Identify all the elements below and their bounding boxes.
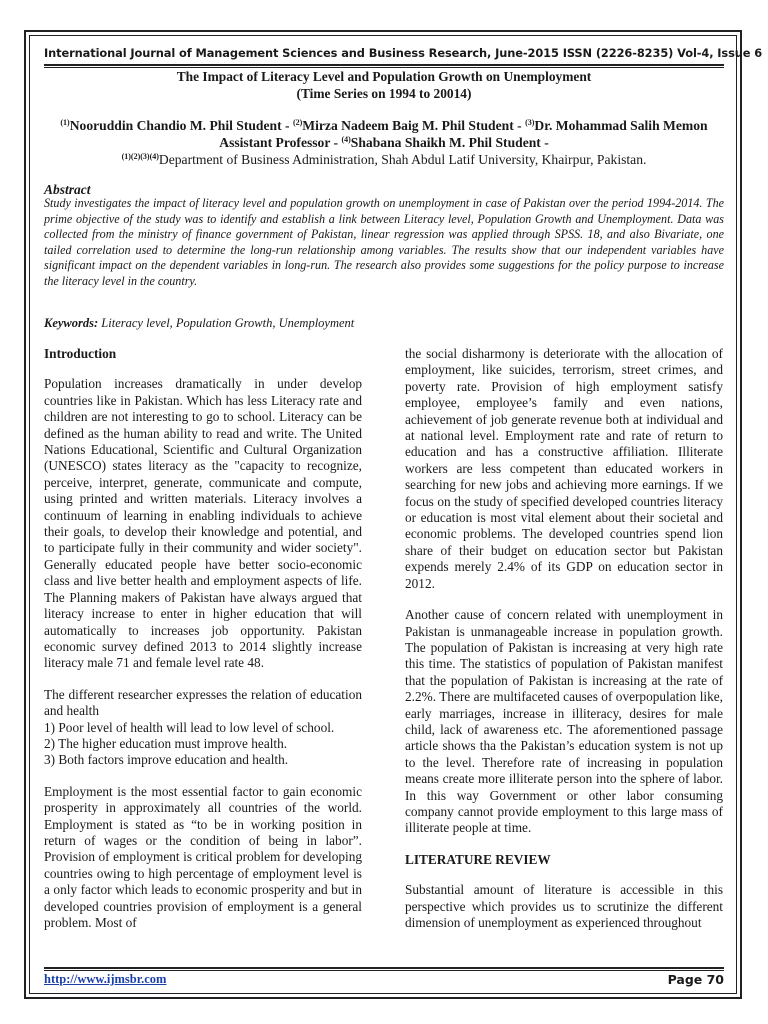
intro-paragraph-2: The different researcher expresses the relation of education and health	[44, 686, 362, 719]
header-rule	[44, 64, 724, 66]
right-paragraph-2: Another cause of concern related with unemployment in Pakistan is unmanageable increase in population growth. The population of Pakistan is increasing at very high rate this time. The statistics of population of Pakistan manifest that the population of Pakistan is increasing at the rate of 2.2%. There are multifaceted causes of overpopulation like, early marriages, increase in illiteracy, desires for male child, lack of awareness etc. The aforementioned passage article shows tha the Pakistan’s education system is not up to the level. Therefore rate of increasing in population means create more illiterate person into the sphere of labor. In this way Government or other labor consuming company cannot provide employment to this large mass of illiterate people at time.	[405, 607, 723, 836]
left-column	[44, 346, 362, 946]
author-1: Nooruddin Chandio M. Phil Student -	[69, 118, 290, 133]
keywords-line	[44, 316, 724, 331]
introduction-heading: Introduction	[44, 346, 117, 361]
footer-rule-thin	[44, 970, 724, 971]
relation-list	[44, 720, 362, 769]
author-2: Mirza Nadeem Baig M. Phil Student -	[302, 118, 522, 133]
affiliation-line	[44, 151, 724, 168]
intro-paragraph-3: Employment is the most essential factor to gain economic prosperity in approximately all countries of the world. Employment is stated as “to be in working position in return of wages or the condition of being in labor”. Provision of employment is critical problem for developing countries owing to high percentage of employment level is a only factor which leads to economic prosperity and but in developed countries provision of employment is a general problem. Most of	[44, 783, 362, 930]
author-4: Shabana Shaikh M. Phil Student -	[350, 135, 549, 150]
author-2-marker: (2)	[292, 118, 303, 127]
author-3: Dr. Mohammad Salih Memon Assistant Professor -	[219, 118, 708, 150]
journal-website-link[interactable]: http://www.ijmsbr.com	[44, 972, 167, 986]
page-number: Page 70	[667, 972, 724, 987]
list-item: 1) Poor level of health will lead to low level of school.	[44, 719, 335, 735]
running-header: International Journal of Management Sciences and Business Research, June-2015 ISSN (2226-8235) Vol-4, Issue 6	[44, 46, 763, 60]
right-column	[405, 346, 723, 946]
author-line-1	[44, 117, 724, 151]
literature-review-heading: LITERATURE REVIEW	[405, 851, 551, 867]
affiliation-marker: (1)(2)(3)(4)	[121, 152, 159, 161]
title-line-1: The Impact of Literacy Level and Population Growth on Unemployment	[176, 69, 592, 84]
list-item: 2) The higher education must improve health.	[44, 735, 288, 751]
literature-paragraph-1: Substantial amount of literature is accessible in this perspective which provides us to scrutinize the different dimension of unemployment as experienced throughout	[405, 882, 723, 930]
paper-title	[44, 69, 724, 102]
title-line-2: (Time Series on 1994 to 20014)	[296, 85, 472, 101]
author-block	[44, 117, 724, 168]
author-1-marker: (1)	[60, 118, 70, 127]
right-paragraph-1: the social disharmony is deteriorate with the allocation of employment, like suicides, terrorism, street crimes, and poverty rate. Provision of high employment satisfy employee, employee’s family and even nations, achievement of job generate revenue both at individual and at national level. Employment rate and rate of return to education and has a constructive affiliation. Illiterate workers are less competent than educated workers in searching for new jobs and achieving more earnings. If we focus on the study of specified developed countries literacy or education is most vital element about their societal and economic problems. The developed countries spend lion share of their budget on education sector but Pakistan expends merely 2.4% of its GDP on education sector in 2012.	[405, 346, 723, 591]
affiliation: Department of Business Administration, Shah Abdul Latif University, Khairpur, Pakistan.	[158, 152, 647, 167]
keywords-text: Literacy level, Population Growth, Unemployment	[101, 316, 355, 330]
header-rule-thin	[44, 67, 724, 68]
footer-rule	[44, 967, 724, 969]
author-4-marker: (4)	[341, 135, 351, 144]
keywords-label: Keywords:	[44, 316, 99, 330]
abstract-text: Study investigates the impact of literacy level and population growth on unemployment in case of Pakistan over the period 1994-2014. The prime objective of the study was to identify and establish a link between Literacy level, Population Growth and Unemployment. Data was collected from the ministry of finance government of Pakistan, linear regression was applied through SPSS. 18, and also Bivariate, one tailed correlation used to determine the long-run relationship among variables. The results show that our independent variables have significant impact on the dependent variables in long-run. The research also provides some suggestions for the policy purpose to increase the literacy level in the country.	[44, 196, 724, 288]
intro-paragraph-1: Population increases dramatically in under develop countries like in Pakistan. Which has less Literacy rate and children are not interesting to go to school. Literacy can be defined as the human ability to read and write. The United Nations Educational, Scientific and Cultural Organization (UNESCO) states literacy as the "capacity to recognize, perceive, interpret, generate, communicate and compute, using printed and written materials. Literacy involves a continuum of learning in enabling individuals to achieve their goals, to develop their knowledge and potential, and to participate fully in their community and wider society". Generally educated people have better socio-economic class and live better health and employment aspects of life. The Planning makers of Pakistan have always argued that literacy increase to enter in higher education that will automatically to increases job opportunity. Pakistan economic survey defined 2013 to 2014 slightly increase literacy male 71 and female level rate 48.	[44, 376, 362, 671]
abstract-heading: Abstract	[44, 182, 91, 197]
author-3-marker: (3)	[525, 118, 535, 127]
list-item: 3) Both factors improve education and health.	[44, 752, 289, 768]
